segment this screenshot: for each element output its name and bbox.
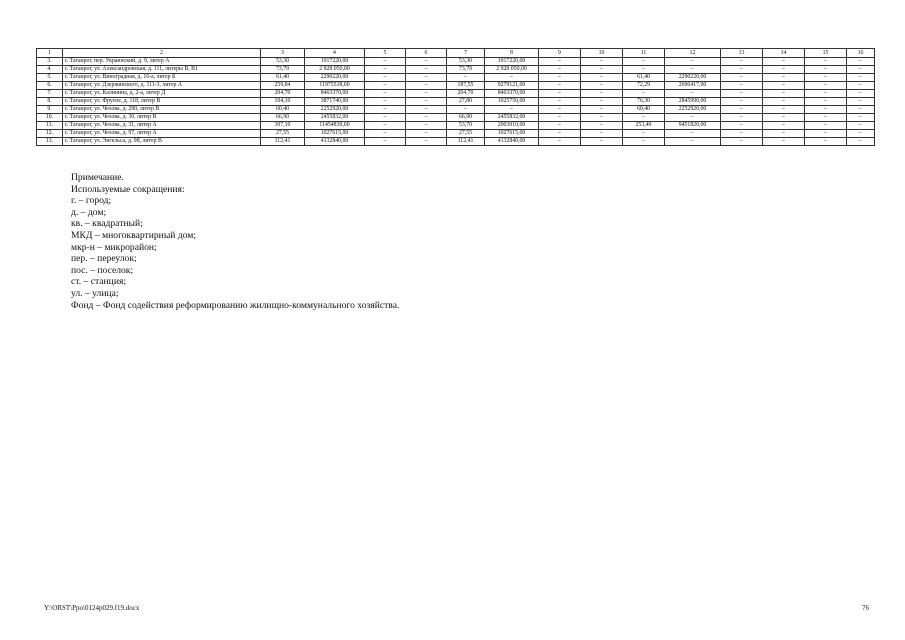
value-cell: –: [539, 74, 581, 82]
value-cell: 112,41: [261, 138, 305, 146]
column-header: 12: [665, 49, 721, 58]
value-cell: –: [665, 58, 721, 66]
column-header: 5: [365, 49, 406, 58]
value-cell: 27,55: [447, 130, 485, 138]
value-cell: –: [581, 74, 623, 82]
address-cell: г. Таганрог, пер. Украинский, д. 9, литер А: [63, 58, 261, 66]
value-cell: 73,79: [447, 66, 485, 74]
value-cell: 1027615,00: [485, 130, 539, 138]
table-row: [37, 130, 875, 138]
address-cell: г. Таганрог, ул. Виноградная, д. 16-а, литер Б: [63, 74, 261, 82]
value-cell: –: [805, 90, 847, 98]
value-cell: –: [847, 138, 875, 146]
value-cell: –: [581, 130, 623, 138]
abbreviation-item: ул. – улица;: [71, 287, 119, 299]
value-cell: 187,55: [447, 82, 485, 90]
value-cell: –: [581, 114, 623, 122]
address-cell: г. Таганрог, ул. Чехова, д. 30, литер В: [63, 114, 261, 122]
value-cell: –: [406, 98, 447, 106]
notes-section: [71, 172, 399, 311]
abbreviation-item: мкр-н – микрорайон;: [71, 241, 157, 253]
value-cell: –: [805, 130, 847, 138]
page-number: 76: [862, 604, 869, 612]
column-header: 11: [623, 49, 665, 58]
value-cell: –: [539, 98, 581, 106]
value-cell: 2252920,00: [305, 106, 365, 114]
value-cell: –: [805, 122, 847, 130]
value-cell: –: [721, 82, 763, 90]
value-cell: –: [721, 106, 763, 114]
value-cell: 2696417,00: [665, 82, 721, 90]
value-cell: 27,55: [261, 130, 305, 138]
value-cell: 2845990,00: [665, 98, 721, 106]
value-cell: –: [763, 82, 805, 90]
value-cell: 2 928 050,00: [485, 66, 539, 74]
address-cell: г. Таганрог, ул. Чехова, д. 290, литер В: [63, 106, 261, 114]
value-cell: 27,80: [447, 98, 485, 106]
value-cell: –: [406, 122, 447, 130]
value-cell: –: [623, 114, 665, 122]
column-header: 1: [37, 49, 63, 58]
table-row: [37, 66, 875, 74]
table-header-row: [37, 49, 875, 58]
value-cell: –: [847, 130, 875, 138]
value-cell: 2252920,00: [665, 106, 721, 114]
value-cell: –: [406, 106, 447, 114]
value-cell: 3871740,00: [305, 98, 365, 106]
value-cell: –: [539, 130, 581, 138]
value-cell: –: [406, 138, 447, 146]
value-cell: –: [365, 114, 406, 122]
table-row: [37, 114, 875, 122]
column-header: 13: [721, 49, 763, 58]
registry-table: [36, 48, 875, 146]
column-header: 7: [447, 49, 485, 58]
abbreviation-item: пер. – переулок;: [71, 253, 137, 265]
row-number-cell: 7.: [37, 90, 63, 98]
value-cell: –: [721, 122, 763, 130]
address-cell: г. Таганрог, ул. Александровская, д. 111, литеры В, В1: [63, 66, 261, 74]
value-cell: –: [406, 114, 447, 122]
value-cell: 1027615,00: [305, 130, 365, 138]
column-header: 2: [63, 49, 261, 58]
row-number-cell: 12.: [37, 130, 63, 138]
value-cell: –: [581, 106, 623, 114]
address-cell: г. Таганрог, ул. Чехова, д. 31, литер А: [63, 122, 261, 130]
column-header: 8: [485, 49, 539, 58]
value-cell: 253,40: [623, 122, 665, 130]
abbreviation-item: Фонд – Фонд содействия реформированию жилищно-коммунального хозяйства.: [71, 299, 400, 311]
value-cell: –: [721, 98, 763, 106]
value-cell: 112,41: [447, 138, 485, 146]
value-cell: –: [581, 138, 623, 146]
table-row: [37, 74, 875, 82]
column-header: 16: [847, 49, 875, 58]
column-header: 14: [763, 49, 805, 58]
row-number-cell: 13.: [37, 138, 63, 146]
value-cell: –: [805, 66, 847, 74]
value-cell: –: [763, 74, 805, 82]
value-cell: –: [406, 58, 447, 66]
row-number-cell: 4.: [37, 66, 63, 74]
table-row: [37, 106, 875, 114]
value-cell: –: [406, 66, 447, 74]
value-cell: –: [623, 138, 665, 146]
abbreviation-item: ст. – станция;: [71, 276, 127, 288]
abbreviation-item: д. – дом;: [71, 206, 107, 218]
address-cell: г. Таганрог, ул. Дзержинского, д. 111-3, литер А: [63, 82, 261, 90]
row-number-cell: 3.: [37, 58, 63, 66]
value-cell: 53,30: [261, 58, 305, 66]
value-cell: 2003010,00: [485, 122, 539, 130]
value-cell: 2290220,00: [305, 74, 365, 82]
value-cell: –: [539, 82, 581, 90]
value-cell: 60,40: [623, 106, 665, 114]
value-cell: –: [721, 74, 763, 82]
abbreviation-item: МКД – многоквартирный дом;: [71, 229, 197, 241]
value-cell: 11454830,00: [305, 122, 365, 130]
value-cell: –: [365, 122, 406, 130]
row-number-cell: 9.: [37, 106, 63, 114]
value-cell: 73,79: [261, 66, 305, 74]
value-cell: 204,70: [261, 90, 305, 98]
value-cell: –: [581, 122, 623, 130]
value-cell: 2 928 050,00: [305, 66, 365, 74]
value-cell: 72,29: [623, 82, 665, 90]
table-row: [37, 138, 875, 146]
value-cell: –: [847, 90, 875, 98]
value-cell: –: [763, 90, 805, 98]
column-header: 10: [581, 49, 623, 58]
value-cell: 53,70: [447, 122, 485, 130]
value-cell: –: [623, 58, 665, 66]
value-cell: –: [539, 106, 581, 114]
value-cell: –: [623, 130, 665, 138]
abbreviation-item: пос. – поселок;: [71, 264, 134, 276]
value-cell: –: [805, 98, 847, 106]
value-cell: –: [447, 74, 485, 82]
value-cell: –: [365, 82, 406, 90]
value-cell: –: [665, 90, 721, 98]
value-cell: –: [721, 66, 763, 74]
value-cell: –: [623, 66, 665, 74]
value-cell: –: [365, 138, 406, 146]
value-cell: 4132840,00: [485, 138, 539, 146]
value-cell: –: [365, 130, 406, 138]
value-cell: –: [406, 74, 447, 82]
table-row: [37, 58, 875, 66]
row-number-cell: 5.: [37, 74, 63, 82]
value-cell: –: [581, 98, 623, 106]
table-row: [37, 82, 875, 90]
value-cell: –: [763, 114, 805, 122]
value-cell: –: [665, 66, 721, 74]
value-cell: –: [665, 114, 721, 122]
value-cell: –: [847, 66, 875, 74]
value-cell: –: [847, 74, 875, 82]
value-cell: –: [365, 74, 406, 82]
address-cell: г. Таганрог, ул. Чехова, д. 97, литер А: [63, 130, 261, 138]
value-cell: –: [805, 82, 847, 90]
value-cell: –: [763, 130, 805, 138]
value-cell: –: [539, 90, 581, 98]
value-cell: –: [539, 122, 581, 130]
value-cell: –: [763, 98, 805, 106]
value-cell: 9451820,00: [665, 122, 721, 130]
row-number-cell: 10.: [37, 114, 63, 122]
value-cell: –: [539, 66, 581, 74]
value-cell: 1917220,00: [485, 58, 539, 66]
value-cell: –: [805, 106, 847, 114]
value-cell: –: [539, 58, 581, 66]
column-header: 9: [539, 49, 581, 58]
value-cell: –: [805, 114, 847, 122]
value-cell: –: [365, 58, 406, 66]
table-row: [37, 90, 875, 98]
value-cell: –: [763, 122, 805, 130]
value-cell: –: [847, 98, 875, 106]
value-cell: –: [581, 66, 623, 74]
table-row: [37, 98, 875, 106]
value-cell: –: [365, 98, 406, 106]
value-cell: –: [365, 66, 406, 74]
row-number-cell: 8.: [37, 98, 63, 106]
value-cell: –: [721, 130, 763, 138]
value-cell: 66,90: [261, 114, 305, 122]
abbreviation-item: г. – город;: [71, 195, 112, 207]
value-cell: –: [805, 58, 847, 66]
value-cell: –: [365, 90, 406, 98]
value-cell: 1025750,00: [485, 98, 539, 106]
value-cell: 2455832,00: [485, 114, 539, 122]
value-cell: 1917220,00: [305, 58, 365, 66]
value-cell: –: [763, 138, 805, 146]
value-cell: 61,40: [623, 74, 665, 82]
value-cell: 259,84: [261, 82, 305, 90]
value-cell: 307,10: [261, 122, 305, 130]
table-body: [37, 49, 875, 146]
value-cell: –: [485, 74, 539, 82]
value-cell: 8463370,00: [485, 90, 539, 98]
value-cell: –: [721, 138, 763, 146]
abbreviation-item: кв. – квадратный;: [71, 218, 143, 230]
address-cell: г. Таганрог, ул. Энгельса, д. 98, литер В: [63, 138, 261, 146]
note-title: Примечание.: [71, 172, 124, 183]
value-cell: 2290220,00: [665, 74, 721, 82]
column-header: 4: [305, 49, 365, 58]
value-cell: –: [847, 58, 875, 66]
abbreviations-heading: Используемые сокращения:: [71, 183, 185, 195]
value-cell: –: [406, 82, 447, 90]
value-cell: 8463370,00: [305, 90, 365, 98]
value-cell: –: [763, 58, 805, 66]
value-cell: –: [847, 122, 875, 130]
value-cell: –: [721, 114, 763, 122]
row-number-cell: 6.: [37, 82, 63, 90]
value-cell: 4132840,00: [305, 138, 365, 146]
value-cell: –: [763, 66, 805, 74]
value-cell: –: [623, 90, 665, 98]
value-cell: –: [805, 74, 847, 82]
value-cell: 66,90: [447, 114, 485, 122]
value-cell: 2455832,00: [305, 114, 365, 122]
value-cell: –: [406, 130, 447, 138]
value-cell: –: [485, 106, 539, 114]
value-cell: –: [447, 106, 485, 114]
value-cell: –: [539, 138, 581, 146]
value-cell: –: [581, 58, 623, 66]
footer-file-path: Y:\ORST\Ppo\0124p029.f19.docx: [44, 604, 140, 612]
value-cell: 60,40: [261, 106, 305, 114]
value-cell: –: [539, 114, 581, 122]
value-cell: 53,30: [447, 58, 485, 66]
value-cell: 11975538,00: [305, 82, 365, 90]
value-cell: –: [763, 106, 805, 114]
value-cell: 204,70: [447, 90, 485, 98]
value-cell: –: [805, 138, 847, 146]
value-cell: –: [847, 114, 875, 122]
column-header: 6: [406, 49, 447, 58]
address-cell: г. Таганрог, ул. Фрунзе, д. 118, литер В: [63, 98, 261, 106]
value-cell: –: [847, 106, 875, 114]
value-cell: –: [847, 82, 875, 90]
value-cell: 104,10: [261, 98, 305, 106]
value-cell: 9279121,00: [485, 82, 539, 90]
row-number-cell: 11.: [37, 122, 63, 130]
value-cell: –: [721, 58, 763, 66]
value-cell: –: [721, 90, 763, 98]
table-row: [37, 122, 875, 130]
address-cell: г. Таганрог, ул. Калинина, д. 2-а, литер Д: [63, 90, 261, 98]
value-cell: 61,40: [261, 74, 305, 82]
value-cell: 76,30: [623, 98, 665, 106]
value-cell: –: [665, 130, 721, 138]
value-cell: –: [581, 90, 623, 98]
column-header: 15: [805, 49, 847, 58]
value-cell: –: [665, 138, 721, 146]
value-cell: –: [365, 106, 406, 114]
value-cell: –: [581, 82, 623, 90]
value-cell: –: [406, 90, 447, 98]
column-header: 3: [261, 49, 305, 58]
